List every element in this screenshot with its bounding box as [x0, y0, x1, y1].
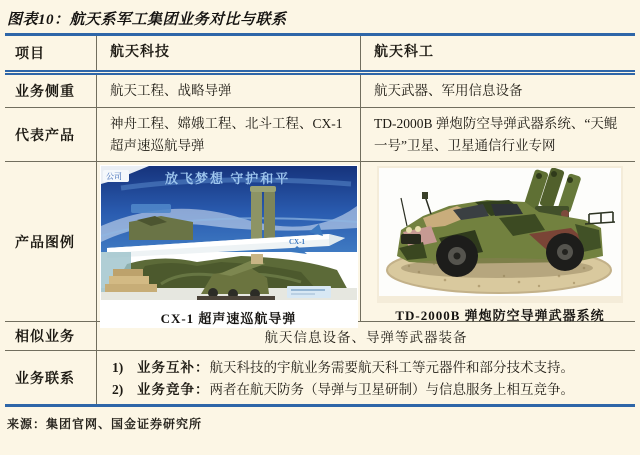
- relation-item-number: 1): [112, 360, 124, 376]
- row-business-focus: [5, 75, 635, 108]
- relation-item-keyword: 业务互补：: [137, 360, 210, 376]
- relation-item-body: 两者在航天防务（导弹与卫星研制）与信息服务上相互竞争。: [209, 381, 574, 397]
- gallery-cell-casc: [97, 162, 361, 327]
- hall-sign-text: 公司: [105, 172, 122, 182]
- row-gallery: [5, 162, 635, 327]
- relation-item-number: 2): [112, 381, 124, 397]
- row-similar: [5, 322, 635, 351]
- relation-item-text: [137, 379, 631, 401]
- gallery-cell-casic: [361, 162, 635, 324]
- relation-list: [97, 351, 635, 404]
- row-label-similar: 相似业务: [5, 322, 97, 350]
- relation-item-1: [97, 357, 631, 379]
- relation-item-text: [137, 357, 631, 379]
- relation-item-2: [97, 379, 631, 401]
- comparison-table: [5, 33, 635, 407]
- header-casic: 航天科工: [374, 45, 434, 60]
- td2000b-photo: [377, 166, 623, 303]
- products-casc: 神舟工程、嫦娥工程、北斗工程、CX-1 超声速巡航导弹: [97, 108, 361, 161]
- row-label-gallery: 产品图例: [5, 162, 97, 321]
- row-label-relation: 业务联系: [5, 351, 97, 404]
- source-note: 来源：集团官网、国金证券研究所: [7, 417, 203, 432]
- relation-item-body: 航天科技的宇航业务需要航天科工等元器件和部分技术支持。: [209, 360, 574, 376]
- row-products: [5, 108, 635, 162]
- header-item: 项目: [5, 36, 97, 70]
- relation-item-keyword: 业务竞争：: [137, 381, 210, 397]
- row-label-focus: 业务侧重: [5, 75, 97, 107]
- figure-title: 图表10：航天系军工集团业务对比与联系: [7, 12, 287, 28]
- td2000b-vehicle-photo-art: [379, 168, 621, 296]
- focus-casc: 航天工程、战略导弹: [97, 75, 361, 107]
- similar-value: 航天信息设备、导弹等武器装备: [264, 330, 468, 346]
- row-relation: [5, 351, 635, 404]
- focus-casic: 航天武器、军用信息设备: [374, 83, 523, 99]
- missile-side-label: CX-1: [288, 238, 305, 247]
- cx1-photo: [100, 165, 358, 306]
- row-label-products: 代表产品: [5, 108, 97, 161]
- header-casc: 航天科技: [97, 36, 361, 70]
- hall-slogan-text: 放飞梦想 守护和平: [164, 171, 290, 187]
- cx1-exhibition-photo-art: [101, 166, 357, 300]
- products-casic: TD-2000B 弹炮防空导弹武器系统、“天鲲一号”卫星、卫星通信行业专网: [374, 115, 618, 153]
- td2000b-caption: TD-2000B 弹炮防空导弹武器系统: [395, 308, 605, 324]
- table-header-row: [5, 36, 635, 75]
- cx1-caption: CX-1 超声速巡航导弹: [100, 306, 358, 328]
